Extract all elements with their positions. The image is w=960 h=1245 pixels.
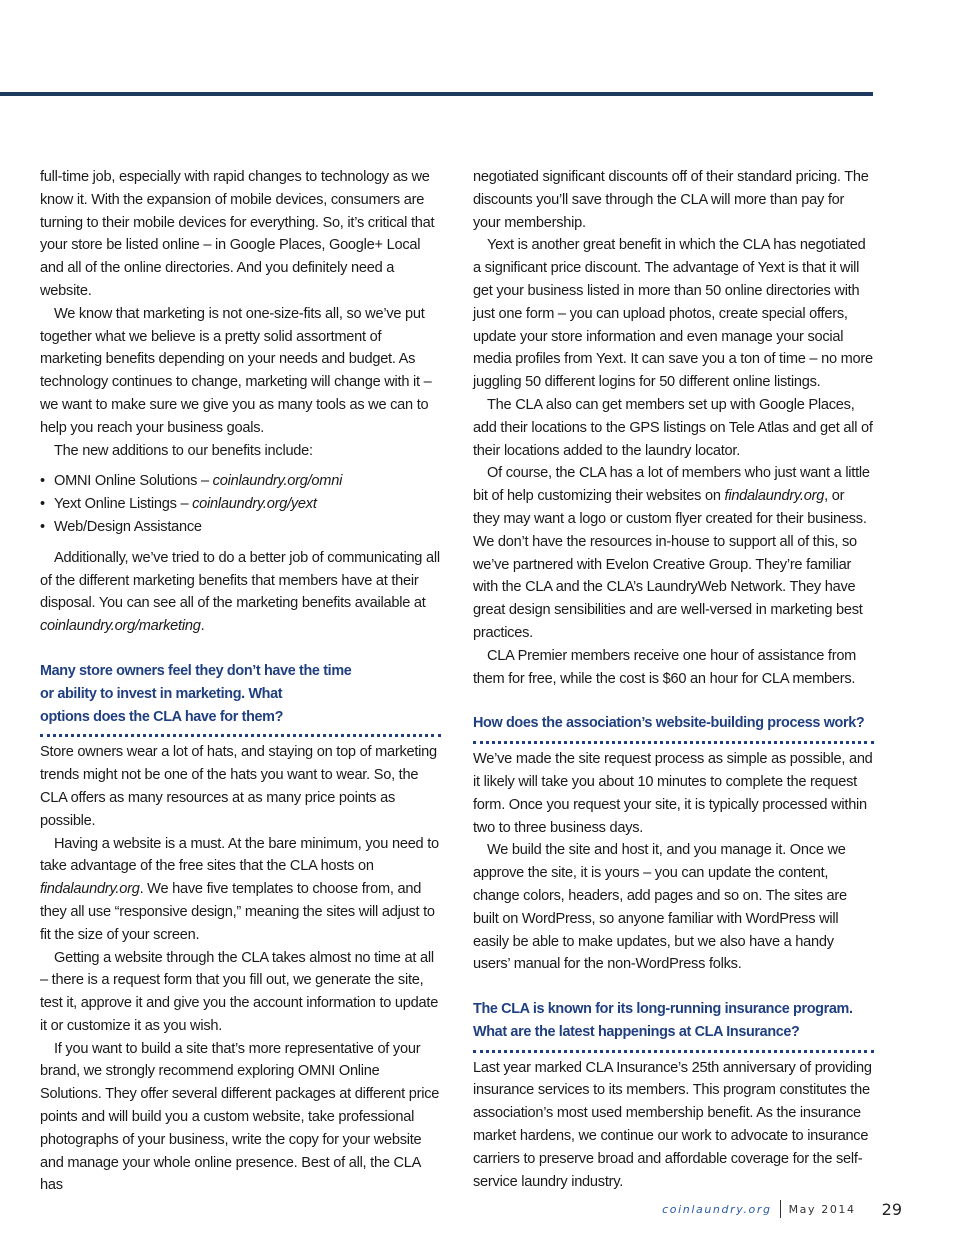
paragraph: The CLA also can get members set up with Google Places, add their locations to the GPS listings on Tele Atlas and get all of their locations added to the laundry locator.: [473, 396, 873, 459]
paragraph: We know that marketing is not one-size-fits all, so we’ve put together what we believe is a pretty solid assortment of marketing benefits depending on your needs and budget. As technology continues to change, marketing will change with it – we want to make sure we give you as many tools as we can to help you reach your business goals.: [40, 305, 432, 436]
footer-site-link[interactable]: coinlaundry.org: [662, 1202, 772, 1216]
yext-link[interactable]: coinlaundry.org/yext: [192, 496, 317, 513]
paragraph: Store owners wear a lot of hats, and staying on top of marketing trends might not be one of the hats you want to wear. So, the CLA offers as many resources at as many price points as possible.: [40, 744, 437, 829]
right-column: [473, 166, 874, 1193]
footer-divider: [780, 1200, 781, 1218]
section-heading-website-process: How does the association’s website-building process work?: [473, 712, 874, 744]
page-footer: [662, 1197, 902, 1221]
paragraph: Additionally, we’ve tried to do a better job of communicating all of the different marketing benefits that members have at their disposal. You can see all of the marketing benefits available at coinlaundry.org/marketing.: [40, 549, 440, 635]
header-rule: [0, 92, 873, 96]
list-item: • Yext Online Listings – coinlaundry.org/yext: [40, 493, 441, 516]
paragraph: Having a website is a must. At the bare minimum, you need to take advantage of the free sites that the CLA hosts on findalaundry.org. We have five templates to choose from, and they all use “responsive design,” meaning the sites will adjust to fit the size of your screen.: [40, 835, 439, 943]
paragraph: Last year marked CLA Insurance’s 25th anniversary of providing insurance services to its members. This program constitutes the association’s most used membership benefit. As the insurance market hardens, we continue our work to advocate to insurance carriers to preserve broad and affordable coverage for the self-service laundry industry.: [473, 1059, 872, 1190]
paragraph: Of course, the CLA has a lot of members who just want a little bit of help customizing their websites on findalaundry.org, or they may want a logo or custom flyer created for their business. We don’t have the resources in-house to support all of this, so we’ve partnered with Evelon Creative Group. They’re familiar with the CLA and the CLA’s LaundryWeb Network. They have great design sensibilities and are well-versed in marketing best practices.: [473, 465, 870, 641]
list-item: • OMNI Online Solutions – coinlaundry.org/omni: [40, 470, 441, 493]
paragraph: We build the site and host it, and you manage it. Once we approve the site, it is yours – you can update the content, change colors, headers, add pages and so on. The sites are built on WordPress, so anyone familiar with WordPress will easily be able to make updates, but we also have a handy users’ manual for the non-WordPress folks.: [473, 842, 847, 973]
page-number: 29: [881, 1199, 902, 1219]
omni-link[interactable]: coinlaundry.org/omni: [212, 473, 343, 490]
section-heading-marketing-options: Many store owners feel they don’t have the time or ability to invest in marketing. What options does the CLA have for them?: [40, 660, 441, 737]
benefits-list: [40, 470, 441, 538]
section-heading-insurance: The CLA is known for its long-running insurance program. What are the latest happenings at CLA Insurance?: [473, 998, 874, 1053]
paragraph: full-time job, especially with rapid changes to technology as we know it. With the expansion of mobile devices, consumers are turning to their mobile devices for everything. So, it’s critical that your store be listed online – in Google Places, Google+ Local and all of the online directories. And you definitely need a website.: [40, 169, 435, 299]
findalaundry-link[interactable]: findalaundry.org: [40, 881, 140, 898]
paragraph: negotiated significant discounts off of their standard pricing. The discounts you’ll save through the CLA will more than pay for your membership.: [473, 169, 869, 231]
paragraph: The new additions to our benefits include:: [54, 442, 313, 459]
paragraph: We’ve made the site request process as simple as possible, and it likely will take you about 10 minutes to complete the request form. Once you request your site, it is typically processed within two to three business days.: [473, 751, 873, 836]
footer-issue-date: May 2014: [788, 1202, 856, 1216]
paragraph: Getting a website through the CLA takes almost no time at all – there is a request form that you fill out, we generate the site, test it, approve it and give you the account information to update it or customize it as you wish.: [40, 949, 439, 1034]
list-item: • Web/Design Assistance: [40, 516, 441, 539]
marketing-link[interactable]: coinlaundry.org/marketing: [40, 618, 201, 635]
findalaundry-link[interactable]: findalaundry.org: [724, 488, 825, 505]
paragraph: If you want to build a site that’s more representative of your brand, we strongly recommend exploring OMNI Online Solutions. They offer several different packages at different price points and will build you a custom website, take professional photographs of your business, write the copy for your website and manage your whole online presence. Best of all, the CLA has: [40, 1040, 440, 1194]
left-column: [40, 166, 441, 1197]
paragraph: CLA Premier members receive one hour of assistance from them for free, while the cost is $60 an hour for CLA members.: [473, 647, 857, 687]
paragraph: Yext is another great benefit in which the CLA has negotiated a significant price discount. The advantage of Yext is that it will get your business listed in more than 50 online directories with just one form – you can upload photos, create special offers, update your store information and even manage your social media profiles from Yext. It can save you a ton of time – no more juggling 50 different logins for 50 different online listings.: [473, 237, 873, 391]
